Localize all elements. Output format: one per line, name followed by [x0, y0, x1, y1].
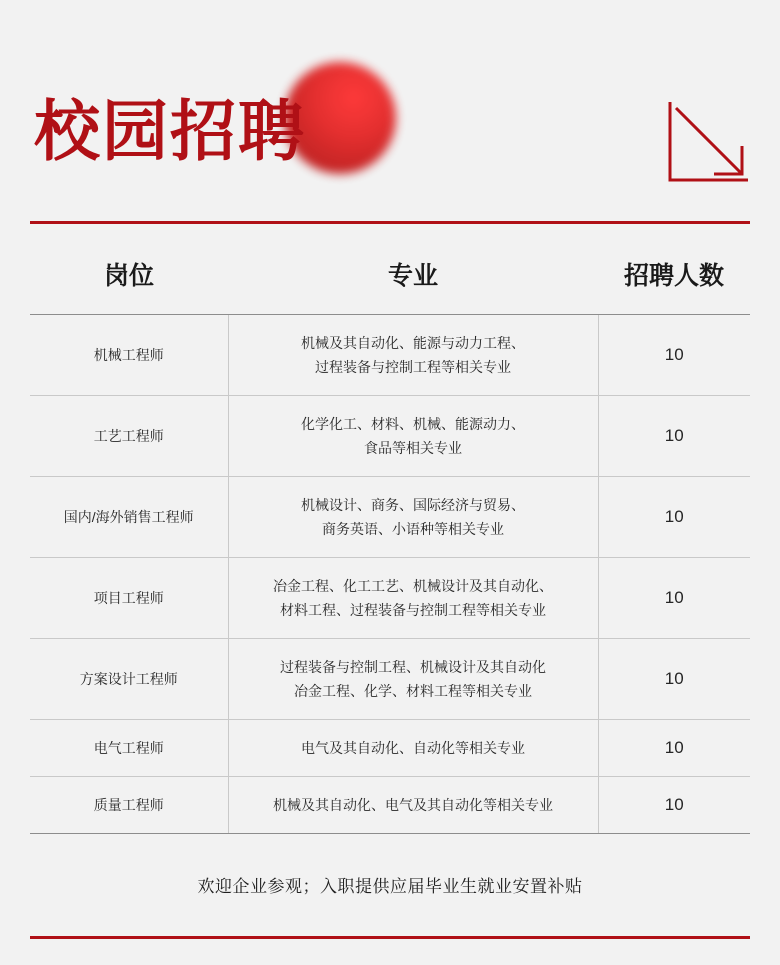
cell-position: 电气工程师: [30, 720, 228, 777]
major-line: 机械设计、商务、国际经济与贸易、: [301, 497, 525, 513]
table-row: [30, 558, 750, 639]
table-row: [30, 315, 750, 396]
table-row: [30, 777, 750, 834]
cell-major: [228, 558, 598, 639]
arrow-down-right-icon: [668, 100, 750, 182]
major-line: 材料工程、过程装备与控制工程等相关专业: [280, 602, 546, 618]
column-header-position: 岗位: [30, 248, 228, 315]
major-line: 过程装备与控制工程、机械设计及其自动化: [280, 659, 546, 675]
table-header-row: [30, 248, 750, 315]
cell-count: 10: [598, 720, 750, 777]
page-title: 校园招聘: [34, 94, 306, 168]
major-line: 冶金工程、化学、材料工程等相关专业: [294, 683, 532, 699]
cell-major: [228, 477, 598, 558]
cell-position: 机械工程师: [30, 315, 228, 396]
column-header-major: 专业: [228, 248, 598, 315]
major-line: 过程装备与控制工程等相关专业: [315, 359, 511, 375]
jobs-table-container: [30, 248, 750, 834]
cell-major: [228, 315, 598, 396]
major-line: 机械及其自动化、电气及其自动化等相关专业: [273, 797, 553, 813]
column-header-count: 招聘人数: [598, 248, 750, 315]
major-line: 冶金工程、化工工艺、机械设计及其自动化、: [273, 578, 553, 594]
poster-header: [0, 0, 780, 220]
footer-note: 欢迎企业参观；入职提供应届毕业生就业安置补贴: [197, 877, 583, 896]
cell-major: [228, 720, 598, 777]
table-row: [30, 639, 750, 720]
major-line: 化学化工、材料、机械、能源动力、: [301, 416, 525, 432]
major-line: 商务英语、小语种等相关专业: [322, 521, 504, 537]
cell-count: 10: [598, 396, 750, 477]
table-row: [30, 477, 750, 558]
table-row: [30, 720, 750, 777]
cell-count: 10: [598, 315, 750, 396]
cell-position: 工艺工程师: [30, 396, 228, 477]
cell-count: 10: [598, 558, 750, 639]
major-line: 机械及其自动化、能源与动力工程、: [301, 335, 525, 351]
cell-count: 10: [598, 777, 750, 834]
major-line: 食品等相关专业: [364, 440, 462, 456]
cell-position: 质量工程师: [30, 777, 228, 834]
cell-position: 国内/海外销售工程师: [30, 477, 228, 558]
cell-major: [228, 396, 598, 477]
cell-count: 10: [598, 477, 750, 558]
jobs-table: [30, 248, 750, 834]
divider-top: [30, 221, 750, 224]
cell-position: 项目工程师: [30, 558, 228, 639]
table-row: [30, 396, 750, 477]
cell-count: 10: [598, 639, 750, 720]
major-line: 电气及其自动化、自动化等相关专业: [301, 740, 525, 756]
cell-major: [228, 639, 598, 720]
divider-bottom: [30, 936, 750, 939]
cell-major: [228, 777, 598, 834]
cell-position: 方案设计工程师: [30, 639, 228, 720]
